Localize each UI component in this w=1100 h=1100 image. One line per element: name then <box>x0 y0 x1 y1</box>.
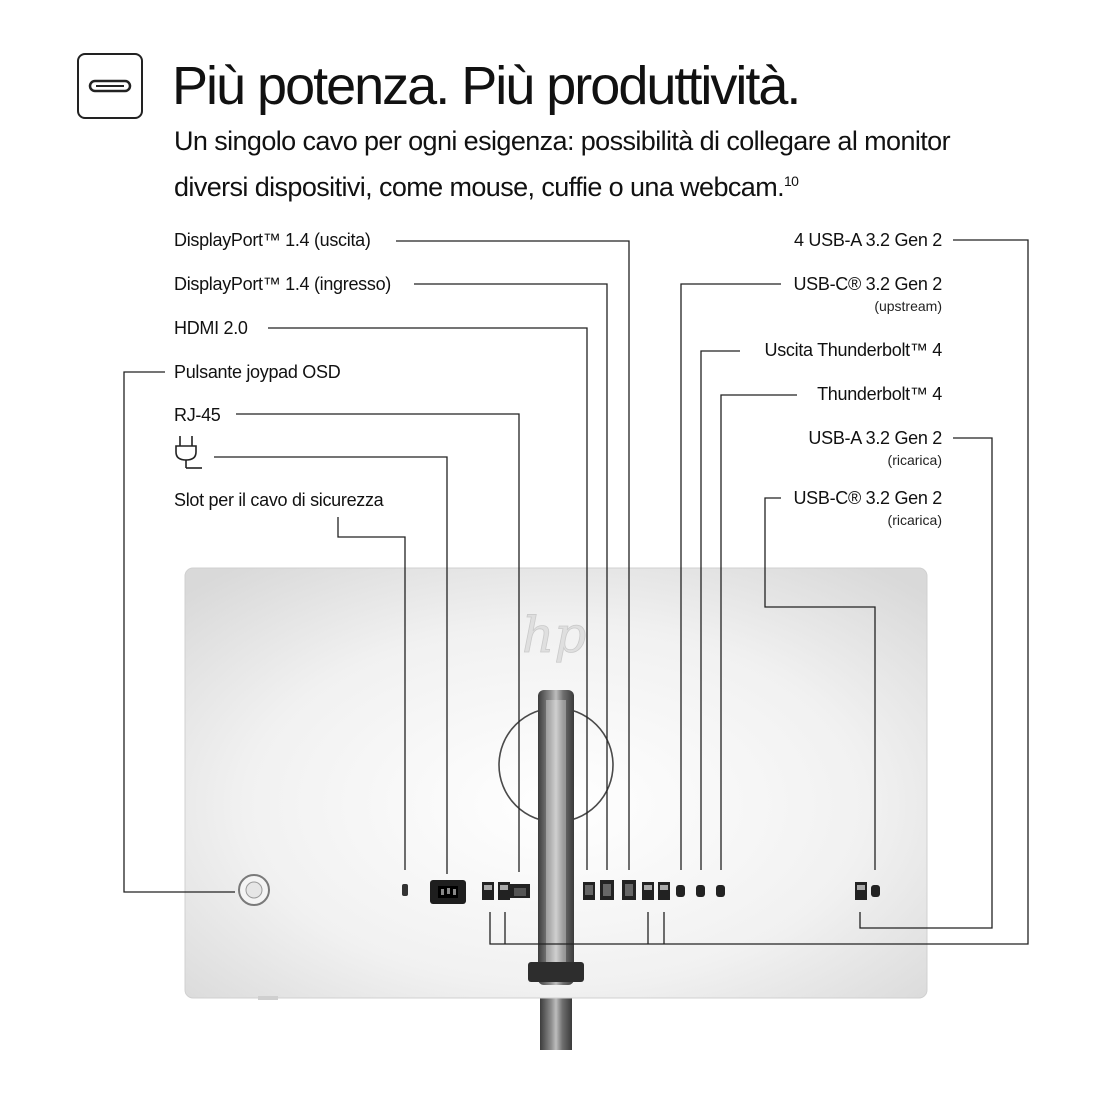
label-lock: Slot per il cavo di sicurezza <box>174 490 384 510</box>
usb-a-charging-port <box>855 882 867 900</box>
label-hdmi: HDMI 2.0 <box>174 318 248 338</box>
cable-clip <box>528 962 584 982</box>
note-usba-charge: (ricarica) <box>887 452 942 468</box>
displayport-out-port <box>622 880 636 900</box>
thunderbolt-port <box>716 885 725 897</box>
hdmi-port <box>583 882 595 900</box>
label-dp-in: DisplayPort™ 1.4 (ingresso) <box>174 274 391 294</box>
power-plug-icon <box>176 436 202 468</box>
label-rj45: RJ-45 <box>174 405 221 425</box>
usb-c-charging-port <box>871 885 880 897</box>
hp-logo <box>522 606 586 664</box>
label-tb-out: Uscita Thunderbolt™ 4 <box>764 340 942 360</box>
page-subtitle: Un singolo cavo per ogni esigenza: possibilità di collegare al monitor diversi dispositivi, come mouse, cuffie o una webcam.$^{10}$ <box>174 126 950 202</box>
power-connector <box>430 880 466 904</box>
displayport-in-port <box>600 880 614 900</box>
label-tb: Thunderbolt™ 4 <box>817 384 942 404</box>
label-usba-charge: USB-A 3.2 Gen 2 <box>808 428 942 448</box>
label-joypad: Pulsante joypad OSD <box>174 362 341 382</box>
svg-text:hp: hp <box>522 606 587 664</box>
monitor-foot-nub <box>258 996 278 1000</box>
label-usbc-up: USB-C® 3.2 Gen 2 <box>793 274 942 294</box>
rj45-port <box>510 884 530 898</box>
label-usbc-charge: USB-C® 3.2 Gen 2 <box>793 488 942 508</box>
thunderbolt-out-port <box>696 885 705 897</box>
page-title: Più potenza. Più produttività. <box>172 56 800 116</box>
note-usbc-charge: (ricarica) <box>887 512 942 528</box>
usb-c-upstream-port <box>676 885 685 897</box>
note-usbc-up: (upstream) <box>874 298 942 314</box>
footnote-marker: 10 <box>784 173 799 189</box>
label-dp-out: DisplayPort™ 1.4 (uscita) <box>174 230 371 250</box>
lock-slot <box>402 884 408 896</box>
label-usba4: 4 USB-A 3.2 Gen 2 <box>794 230 942 250</box>
